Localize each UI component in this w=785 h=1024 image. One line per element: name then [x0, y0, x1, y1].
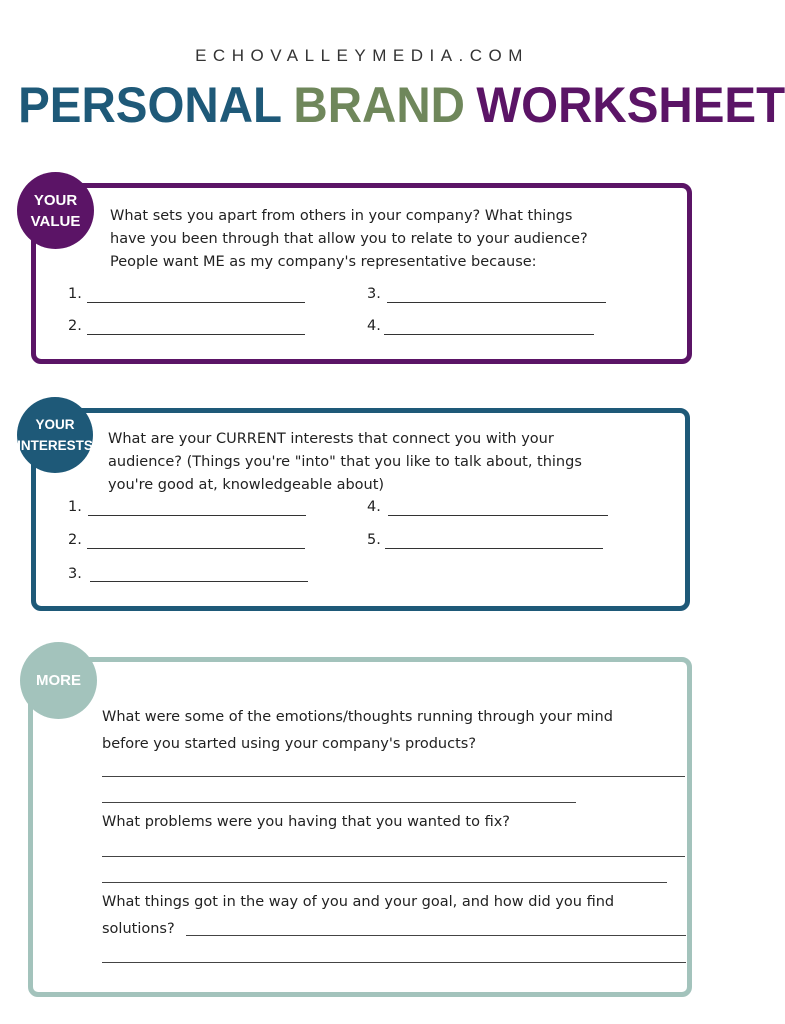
- value-question: What sets you apart from others in your company? What things have you been through that allow you to relate to your audience? People want ME as my company's representative because:: [110, 208, 588, 270]
- value-answer-line-2[interactable]: [87, 334, 305, 335]
- more-badge-label: MORE: [36, 672, 81, 689]
- more-question-2: What problems were you having that you wanted to fix?: [102, 814, 510, 830]
- page-title: [18, 70, 785, 140]
- more-answer-line-2[interactable]: [102, 802, 576, 803]
- value-answer-line-4[interactable]: [384, 334, 594, 335]
- more-badge: [20, 642, 97, 719]
- interests-answer-line-5[interactable]: [385, 548, 603, 549]
- more-question-1: What were some of the emotions/thoughts running through your mind before you started using your company's products?: [102, 709, 613, 752]
- title-word-personal: PERSONAL: [18, 77, 283, 133]
- interests-num-3: 3.: [68, 566, 82, 582]
- interests-num-1: 1.: [68, 499, 82, 515]
- more-answer-line-3[interactable]: [102, 856, 685, 857]
- more-answer-line-1[interactable]: [102, 776, 685, 777]
- interests-answer-line-3[interactable]: [90, 581, 308, 582]
- interests-answer-line-2[interactable]: [87, 548, 305, 549]
- interests-num-5: 5.: [367, 532, 381, 548]
- interests-answer-line-1[interactable]: [88, 515, 306, 516]
- title-word-worksheet: WORKSHEET: [476, 77, 785, 133]
- interests-num-2: 2.: [68, 532, 82, 548]
- value-badge-line1: YOUR: [33, 191, 78, 209]
- value-badge-line2: VALUE: [30, 212, 81, 230]
- more-answer-line-5[interactable]: [186, 935, 686, 936]
- value-num-3: 3.: [367, 286, 381, 302]
- more-answer-line-6[interactable]: [102, 962, 686, 963]
- interests-badge-line1: YOUR: [35, 417, 75, 432]
- value-answer-line-1[interactable]: [87, 302, 305, 303]
- site-url: ECHOVALLEYMEDIA.COM: [195, 46, 529, 65]
- value-badge: [17, 172, 94, 249]
- value-num-1: 1.: [68, 286, 82, 302]
- more-question-3: What things got in the way of you and your goal, and how did you find solutions?: [102, 894, 615, 937]
- interests-answer-line-4[interactable]: [388, 515, 608, 516]
- title-word-brand: BRAND: [293, 77, 465, 133]
- interests-badge: [17, 397, 93, 473]
- interests-question: What are your CURRENT interests that connect you with your audience? (Things you're "into" that you like to talk about, things you're good at, knowledgeable about): [108, 431, 582, 493]
- value-answer-line-3[interactable]: [387, 302, 606, 303]
- value-num-4: 4.: [367, 318, 381, 334]
- interests-num-4: 4.: [367, 499, 381, 515]
- value-num-2: 2.: [68, 318, 82, 334]
- interests-badge-line2: INTERESTS: [17, 438, 93, 453]
- more-answer-line-4[interactable]: [102, 882, 667, 883]
